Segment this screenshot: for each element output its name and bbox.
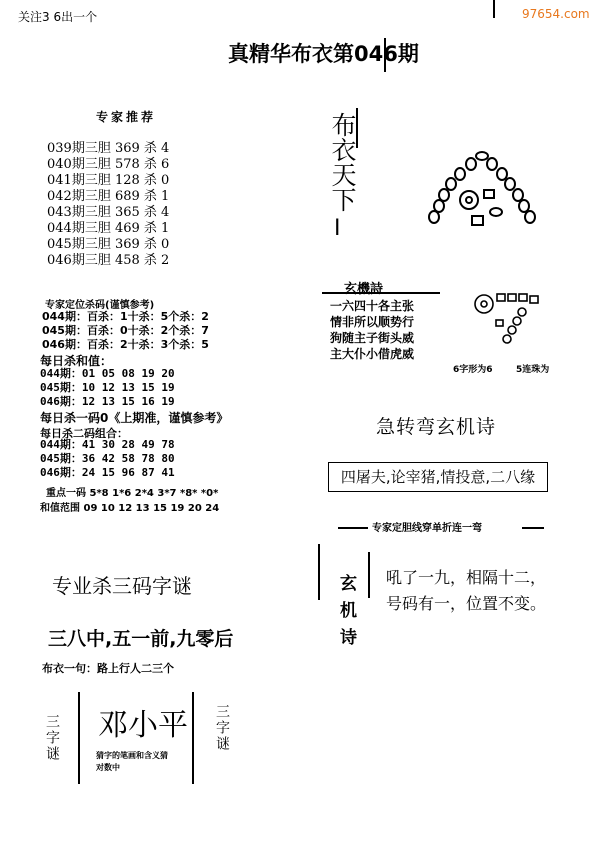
watermark: 97654.com — [522, 7, 590, 21]
jizhuan-title: 急转弯玄机诗 — [376, 416, 497, 438]
divider — [318, 544, 320, 600]
buyi-vertical: 布衣天下 — [328, 112, 357, 212]
list-item: 043期三胆 365 杀 4 — [47, 205, 170, 220]
caption-five: 5连珠为 — [516, 365, 550, 375]
list-item: 041期三胆 128 杀 0 — [47, 173, 170, 188]
poem-line: 一六四十各主张 — [330, 299, 415, 313]
list-item: 046期三胆 458 杀 2 — [47, 253, 170, 268]
riddle-title: 专业杀三码字谜 — [52, 574, 192, 598]
list-item: 045期三胆 369 杀 0 — [47, 237, 170, 252]
poem-lines — [330, 298, 414, 362]
riddle-text: 三八中,五一前,九零后 — [48, 628, 234, 650]
list-item: 045期：百杀：0十杀：2个杀：7 — [42, 324, 209, 337]
xuanji-line: 号码有一，位置不变。 — [386, 594, 547, 613]
poem-line: 狗随主子街头威 — [330, 331, 415, 345]
page-title: 真精华布衣第046期 — [228, 42, 419, 66]
divider — [78, 692, 80, 784]
name-caption: 猜字的笔画和含义猜 — [96, 751, 168, 760]
list-item: 044期三胆 469 杀 1 — [47, 221, 170, 236]
list-item: 044期：41 30 28 49 78 — [40, 438, 175, 451]
divider — [322, 292, 440, 294]
divider — [384, 38, 386, 72]
xuanji-vertical: 玄机诗 — [336, 574, 356, 655]
name-caption: 对数中 — [96, 763, 120, 772]
poem-title: 玄機詩 — [344, 282, 384, 297]
list-item: 045期：10 12 13 15 19 — [40, 381, 175, 394]
poem-line: 情非所以顺势行 — [330, 315, 415, 329]
buyi-line: 布衣一句：路上行人二三个 — [42, 662, 174, 675]
buyi-mark: I — [334, 216, 341, 241]
focus-one-code: 重点一码 5*8 1*6 2*4 3*7 *8* *0* — [46, 488, 219, 499]
top-left-note: 关注3 6出一个 — [18, 10, 98, 24]
name-big: 邓小平 — [98, 708, 188, 743]
caption-six: 6字形为6 — [453, 365, 493, 375]
boxed-riddle: 四屠夫,论宰猪,情投意,二八缘 — [328, 462, 548, 492]
divider — [493, 0, 495, 18]
kill-one-line: 每日杀一码0《上期准，谨慎参考》 — [40, 411, 229, 425]
list-item: 046期：24 15 96 87 41 — [40, 466, 175, 479]
side-riddle-left: 三字谜 — [44, 714, 60, 762]
sum-kill-title: 每日杀和值： — [40, 354, 113, 368]
position-kill-title: 专家定位杀码(谨慎参考) — [45, 300, 155, 311]
kill-two-list — [40, 438, 175, 480]
list-item: 045期：36 42 58 78 80 — [40, 452, 175, 465]
list-item: 044期：百杀：1十杀：5个杀：2 — [42, 310, 209, 323]
dash-line-text: 专家定胆线穿单折连一弯 — [372, 523, 482, 534]
list-item: 040期三胆 578 杀 6 — [47, 157, 170, 172]
expert-list — [47, 141, 169, 269]
divider — [192, 692, 194, 784]
side-riddle-right: 三字谜 — [214, 704, 230, 752]
six-five-illustration — [470, 290, 550, 350]
xuanji-line: 吼了一九，相隔十二， — [386, 568, 547, 587]
position-kill-list — [42, 310, 209, 352]
poem-line: 主大仆小借虎威 — [330, 347, 415, 361]
kill-two-title: 每日杀二码组合： — [40, 427, 128, 440]
dash-right — [522, 527, 544, 529]
divider — [368, 552, 370, 598]
list-item: 046期：12 13 15 16 19 — [40, 395, 175, 408]
sum-kill-list — [40, 367, 175, 409]
bead-chain-illustration — [424, 150, 548, 236]
sum-range: 和值范围 09 10 12 13 15 19 20 24 — [40, 503, 220, 514]
list-item: 046期：百杀：2十杀：3个杀：5 — [42, 338, 209, 351]
list-item: 044期：01 05 08 19 20 — [40, 367, 175, 380]
list-item: 042期三胆 689 杀 1 — [47, 189, 170, 204]
dash-left — [338, 527, 368, 529]
expert-title: 专家推荐 — [96, 110, 157, 124]
list-item: 039期三胆 369 杀 4 — [47, 141, 170, 156]
